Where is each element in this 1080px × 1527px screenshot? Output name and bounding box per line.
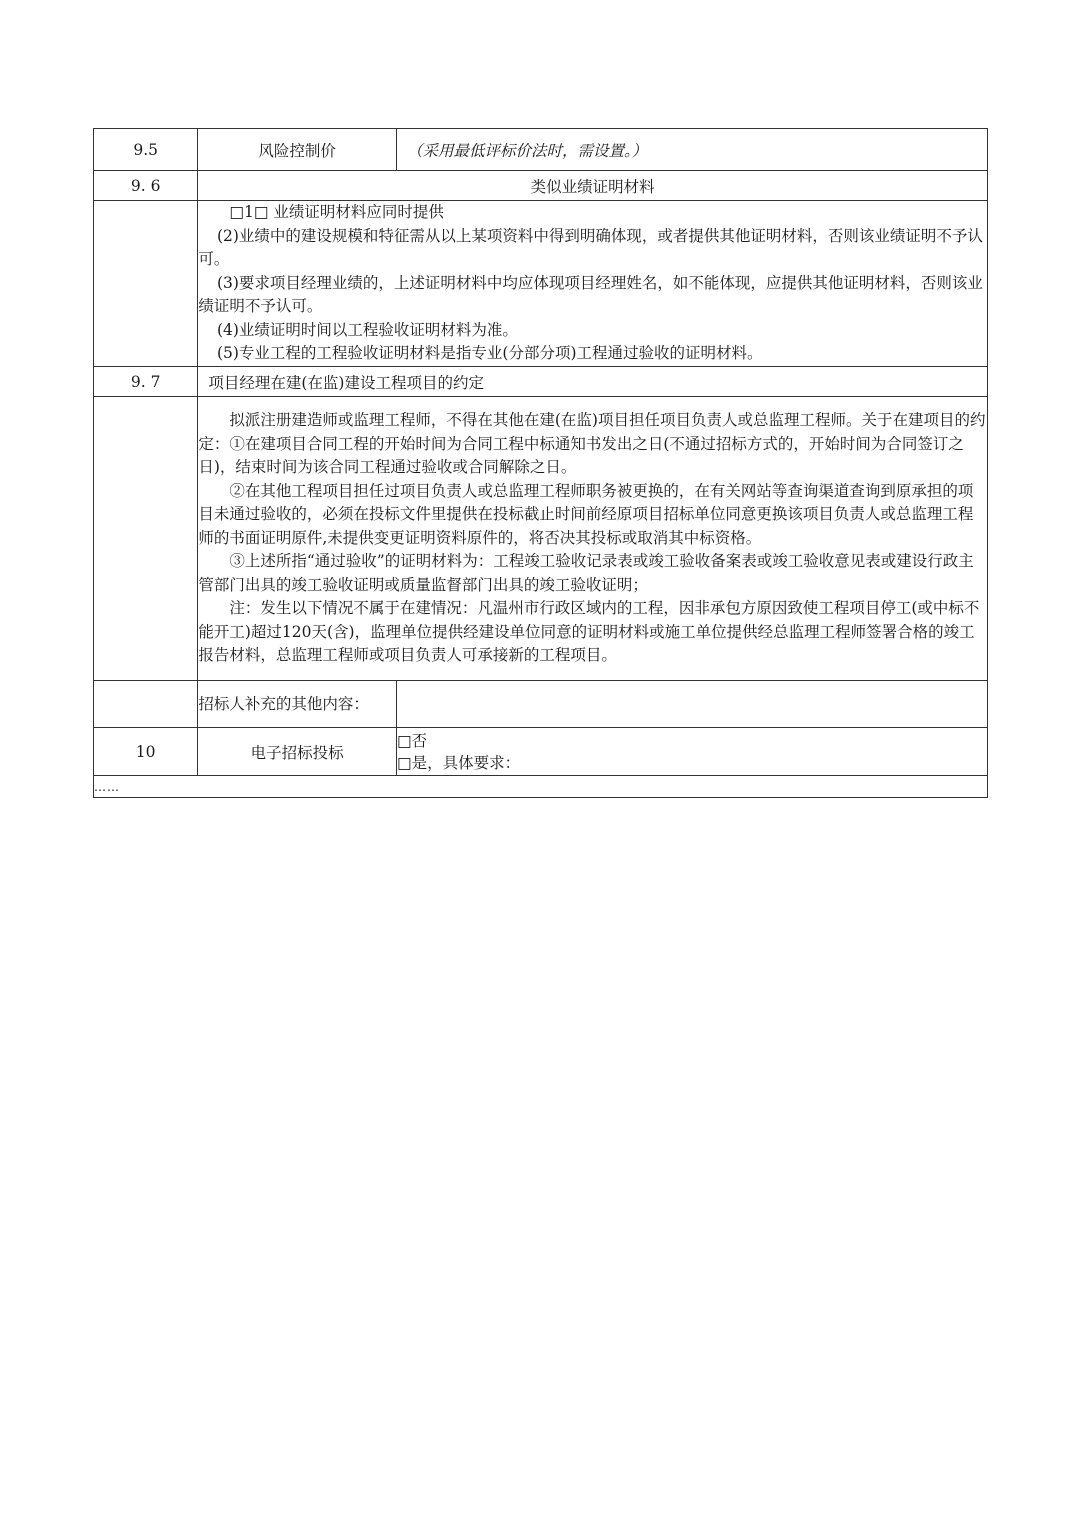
section-title: 类似业绩证明材料	[198, 171, 988, 201]
list-item: (4)业绩证明时间以工程验收证明材料为准。	[216, 320, 518, 339]
section-body	[198, 201, 988, 367]
row-label: 风险控制价	[198, 129, 397, 171]
ellipsis: ……	[94, 776, 988, 798]
paragraph: 拟派注册建造师或监理工程师，不得在其他在建(在监)项目担任项目负责人或总监理工程师。关于在建项目的约定：①在建项目合同工程的开始时间为合同工程中标通知书发出之日(不通过招标方式的，开始时间为合同签订之日)，结束时间为该合同工程通过验收或合同解除之日。	[198, 411, 986, 477]
row-9-6-header	[94, 171, 988, 201]
row-content: （采用最低评标价法时，需设置。）	[397, 129, 988, 171]
list-item: □1□ 业绩证明材料应同时提供	[229, 203, 444, 222]
tender-info-table	[93, 128, 988, 798]
row-number: 9. 7	[94, 367, 198, 397]
row-10	[94, 728, 988, 776]
row-number: 9.5	[94, 129, 198, 171]
section-body	[198, 397, 988, 681]
paragraph: ③上述所指“通过验收”的证明材料为：工程竣工验收记录表或竣工验收备案表或竣工验收意见表或建设行政主管部门出具的竣工验收证明或质量监督部门出具的竣工验收证明；	[198, 552, 974, 594]
paragraph: 注：发生以下情况不属于在建情况：凡温州市行政区域内的工程，因非承包方原因致使工程项目停工(或中标不能开工)超过120天(含)，监理单位提供经建设单位同意的证明材料或施工单位提供经总监理工程师签署合格的竣工报告材料，总监理工程师或项目负责人可承接新的工程项目。	[198, 599, 980, 665]
list-item: (3)要求项目经理业绩的，上述证明材料中均应体现项目经理姓名，如不能体现，应提供其他证明材料，否则该业绩证明不予认可。	[198, 273, 983, 316]
row-supplement	[94, 681, 988, 728]
empty-cell	[94, 201, 198, 367]
option-no: □否	[397, 731, 428, 750]
option-yes: □是，具体要求：	[397, 753, 521, 772]
row-label: 电子招标投标	[198, 728, 397, 776]
option-list	[397, 728, 988, 776]
row-9-5	[94, 129, 988, 171]
empty-cell	[94, 681, 198, 728]
row-number: 9. 6	[94, 171, 198, 201]
section-title: 项目经理在建(在监)建设工程项目的约定	[198, 367, 988, 397]
row-9-7-body	[94, 397, 988, 681]
list-item: (5)专业工程的工程验收证明材料是指专业(分部分项)工程通过验收的证明材料。	[216, 344, 763, 363]
row-ellipsis	[94, 776, 988, 798]
row-number: 10	[94, 728, 198, 776]
row-9-6-body	[94, 201, 988, 367]
paragraph: ②在其他工程项目担任过项目负责人或总监理工程师职务被更换的，在有关网站等查询渠道查询到原承担的项目未通过验收的，必须在投标文件里提供在投标截止时间前经原项目招标单位同意更换该项目负责人或总监理工程师的书面证明原件,未提供变更证明资料原件的，将否决其投标或取消其中标资格。	[198, 481, 974, 547]
row-9-7-header	[94, 367, 988, 397]
empty-cell	[94, 397, 198, 681]
row-label: 招标人补充的其他内容：	[198, 681, 397, 728]
list-item: (2)业绩中的建设规模和特征需从以上某项资料中得到明确体现，或者提供其他证明材料，否则该业绩证明不予认可。	[198, 226, 983, 269]
row-content	[397, 681, 988, 728]
